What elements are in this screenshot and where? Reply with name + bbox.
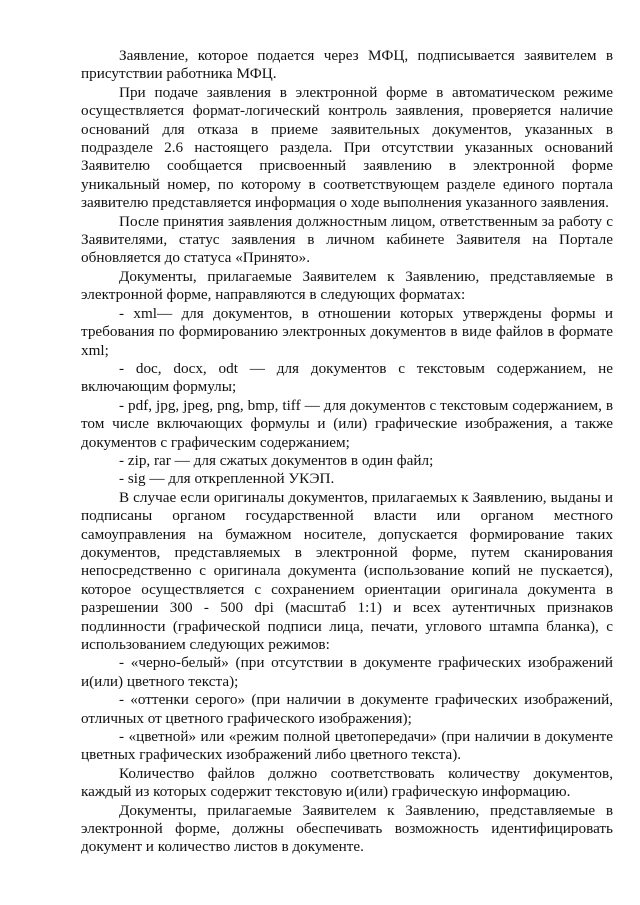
list-item-doc: - doc, docx, odt — для документов с текстовым содержанием, не включающим формулы; bbox=[81, 359, 613, 396]
list-item-grayscale: - «оттенки серого» (при наличии в документе графических изображений, отличных от цветного графического изображения); bbox=[81, 691, 613, 727]
paragraph-electronic-submission: При подаче заявления в электронной форме в автоматическом режиме осуществляется формат-логический контроль заявления, проверяется наличие оснований для отказа в приеме заявительных документов, указанных в подразделе 2.6 настоящего раздела. При отсутствии указанных оснований Заявителю сообщается присвоенный заявлению в электронной форме уникальный номер, по которому в соответствующем разделе единого портала заявителю представляется информация о ходе выполнения указанного заявления. bbox=[81, 83, 613, 212]
list-item-black-white: - «черно-белый» (при отсутствии в документе графических изображений и(или) цветного текста); bbox=[81, 654, 613, 690]
list-item-xml: - xml— для документов, в отношении которых утверждены формы и требования по формированию электронных документов в виде файлов в формате xml; bbox=[81, 304, 613, 359]
list-item-color: - «цветной» или «режим полной цветопередачи» (при наличии в документе цветных графических изображений либо цветного текста). bbox=[81, 728, 613, 764]
paragraph-mfc-signing: Заявление, которое подается через МФЦ, подписывается заявителем в присутствии работника МФЦ. bbox=[81, 47, 613, 83]
paragraph-identification: Документы, прилагаемые Заявителем к Заявлению, представляемые в электронной форме, должны обеспечивать возможность идентифицировать документ и количество листов в документе. bbox=[81, 801, 613, 856]
paragraph-scanning: В случае если оригиналы документов, прилагаемых к Заявлению, выданы и подписаны органом государственной власти или органом местного самоуправления на бумажном носителе, допускается формирование таких документов, представляемых в электронной форме, путем сканирования непосредственно с оригинала документа (использование копий не пускается), которое осуществляется с сохранением ориентации оригинала документа в разрешении 300 - 500 dpi (масштаб 1:1) и всех аутентичных признаков подлинности (графической подписи лица, печати, углового штампа бланка), с использованием следующих режимов: bbox=[81, 488, 613, 653]
paragraph-formats-intro: Документы, прилагаемые Заявителем к Заявлению, представляемые в электронной форме, направляются в следующих форматах: bbox=[81, 267, 613, 304]
paragraph-status-accepted: После принятия заявления должностным лицом, ответственным за работу с Заявителями, статус заявления в личном кабинете Заявителя на Портале обновляется до статуса «Принято». bbox=[81, 212, 613, 267]
list-item-sig: - sig — для открепленной УКЭП. bbox=[119, 470, 335, 488]
paragraph-file-count: Количество файлов должно соответствовать количеству документов, каждый из которых содержит текстовую и(или) графическую информацию. bbox=[81, 764, 613, 801]
list-item-pdf: - pdf, jpg, jpeg, png, bmp, tiff — для документов с текстовым содержанием, в том числе включающих формулы и (или) графические изображения, а также документов с графическим содержанием; bbox=[81, 396, 613, 451]
list-item-zip: - zip, rar — для сжатых документов в один файл; bbox=[119, 451, 434, 469]
document-body bbox=[81, 47, 613, 857]
